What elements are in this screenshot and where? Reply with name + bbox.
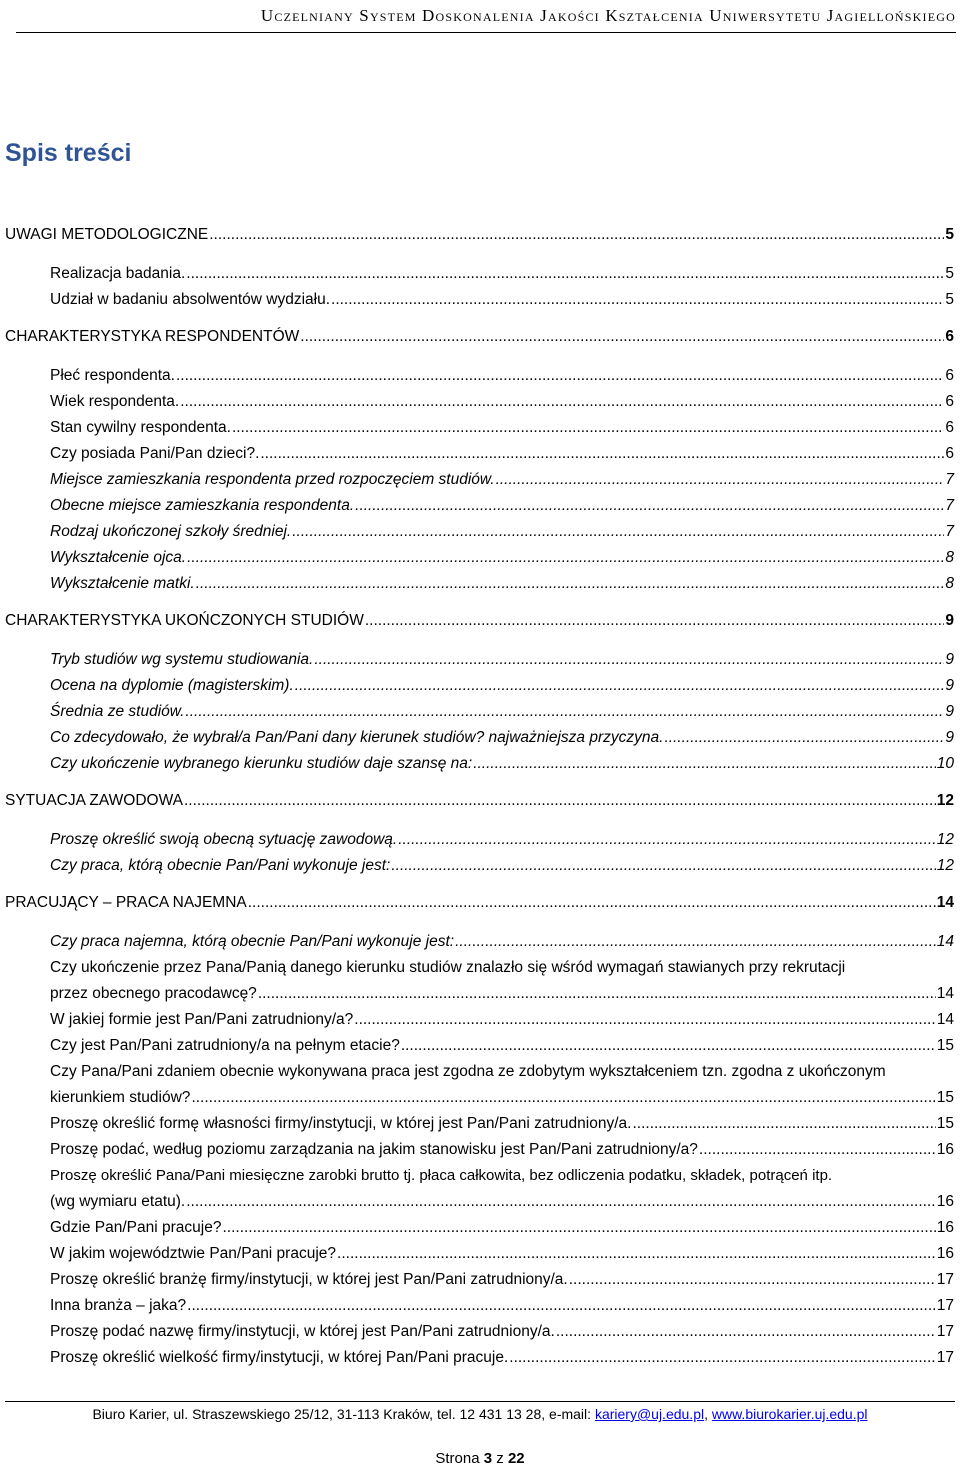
toc-entry[interactable]: [50, 521, 954, 543]
toc-entry-page: 8: [945, 549, 954, 566]
toc-entry-page: 9: [945, 703, 954, 720]
toc-entry[interactable]: [50, 675, 954, 697]
toc-entry[interactable]: [50, 1191, 954, 1213]
toc-leader: [184, 790, 936, 812]
toc-entry[interactable]: [50, 365, 954, 387]
toc-entry[interactable]: [5, 224, 954, 246]
toc-entry[interactable]: [5, 790, 954, 812]
toc-entry-label: Co zdecydowało, że wybrał/a Pan/Pani dany kierunek studiów? najważniejsza przyczyna.: [50, 729, 664, 746]
toc-entry-page: 14: [936, 933, 954, 950]
toc-entry-page: 6: [945, 367, 954, 384]
document-footer: [0, 1406, 960, 1422]
toc-entry-page: 5: [945, 226, 954, 243]
toc-entry[interactable]: [50, 1217, 954, 1239]
toc-entry-page: 16: [936, 1193, 954, 1210]
toc-entry-page: 15: [936, 1089, 954, 1106]
toc-entry[interactable]: [50, 417, 954, 439]
toc-entry-page: 15: [936, 1037, 954, 1054]
toc-leader: [337, 1243, 936, 1265]
toc-entry-page: 17: [936, 1323, 954, 1340]
toc-entry-label: Obecne miejsce zamieszkania respondenta.: [50, 497, 355, 514]
toc-leader: [314, 649, 944, 671]
toc-entry-label: Stan cywilny respondenta.: [50, 419, 231, 436]
toc-title: Spis treści: [5, 139, 132, 167]
toc-entry-label: Miejsce zamieszkania respondenta przed rozpoczęciem studiów.: [50, 471, 495, 488]
toc-entry-page: 5: [945, 291, 954, 308]
page-number: [0, 1450, 960, 1467]
toc-leader: [187, 547, 944, 569]
toc-leader: [355, 495, 944, 517]
toc-entry-label: Wykształcenie matki.: [50, 575, 195, 592]
toc-entry-label: przez obecnego pracodawcę?: [50, 985, 257, 1002]
toc-entry-page: 6: [945, 328, 954, 345]
toc-entry-label: Wykształcenie ojca.: [50, 549, 187, 566]
toc-leader: [455, 931, 936, 953]
toc-entry[interactable]: [50, 1113, 954, 1135]
toc-entry[interactable]: [50, 495, 954, 517]
toc-entry-label: Proszę określić wielkość firmy/instytucji, w której Pan/Pani pracuje.: [50, 1349, 509, 1366]
toc-entry-label: UWAGI METODOLOGICZNE: [5, 226, 209, 243]
toc-leader: [209, 224, 944, 246]
toc-leader: [354, 1009, 935, 1031]
toc-leader: [180, 391, 944, 413]
toc-leader: [260, 443, 944, 465]
toc-leader: [295, 675, 945, 697]
toc-entry[interactable]: [50, 1087, 954, 1109]
toc-entry[interactable]: [50, 1009, 954, 1031]
toc-entry[interactable]: [50, 701, 954, 723]
page-current: 3: [483, 1450, 493, 1467]
toc-entry-page: 16: [936, 1245, 954, 1262]
toc-entry-label: Rodzaj ukończonej szkoły średniej.: [50, 523, 292, 540]
toc-entry[interactable]: [50, 289, 954, 311]
toc-entry-label: CHARAKTERYSTYKA UKOŃCZONYCH STUDIÓW: [5, 612, 364, 629]
toc-entry-label: Proszę określić branżę firmy/instytucji, w której jest Pan/Pani zatrudniony/a.: [50, 1271, 568, 1288]
toc-entry-label: Realizacja badania.: [50, 265, 186, 282]
toc-entry-page: 6: [945, 445, 954, 462]
toc-entry-page: 17: [936, 1297, 954, 1314]
toc-entry-page: 12: [936, 831, 954, 848]
toc-entry[interactable]: [50, 391, 954, 413]
toc-entry-page: 9: [945, 729, 954, 746]
toc-entry-label: Średnia ze studiów.: [50, 703, 185, 720]
toc-leader: [186, 1191, 936, 1213]
toc-entry[interactable]: [5, 326, 954, 348]
toc-entry-label: (wg wymiaru etatu).: [50, 1193, 186, 1210]
toc-leader: [258, 983, 936, 1005]
toc-entry-page: 6: [945, 419, 954, 436]
toc-entry[interactable]: [50, 1269, 954, 1291]
toc-entry-label: PRACUJĄCY – PRACA NAJEMNA: [5, 894, 247, 911]
toc-entry[interactable]: [50, 753, 954, 775]
toc-entry-page: 14: [936, 985, 954, 1002]
toc-leader: [331, 289, 944, 311]
toc-leader: [292, 521, 944, 543]
toc-leader: [509, 1347, 935, 1369]
toc-leader: [556, 1321, 936, 1343]
toc-entry-label: Gdzie Pan/Pani pracuje?: [50, 1219, 222, 1236]
toc-leader: [248, 892, 936, 914]
toc-leader: [176, 365, 944, 387]
footer-email-link[interactable]: kariery@uj.edu.pl: [594, 1406, 705, 1422]
toc-leader: [496, 469, 945, 491]
toc-entry-page: 17: [936, 1271, 954, 1288]
footer-divider: [5, 1401, 955, 1402]
toc-entry-page: 17: [936, 1349, 954, 1366]
toc-entry-page: 9: [945, 651, 954, 668]
toc-entry[interactable]: [5, 610, 954, 632]
toc-leader: [222, 1217, 935, 1239]
toc-entry-page: 16: [936, 1141, 954, 1158]
toc-entry-label: Wiek respondenta.: [50, 393, 180, 410]
toc-entry[interactable]: [50, 855, 954, 877]
toc-entry-page: 14: [936, 894, 954, 911]
toc-entry[interactable]: [50, 263, 954, 285]
toc-entry[interactable]: [50, 1139, 954, 1161]
toc-entry[interactable]: [50, 829, 954, 851]
toc-entry-page: 7: [945, 523, 954, 540]
toc-entry-label: kierunkiem studiów?: [50, 1089, 191, 1106]
toc-leader: [632, 1113, 935, 1135]
toc-leader: [699, 1139, 936, 1161]
toc-entry-page: 14: [936, 1011, 954, 1028]
toc-leader: [185, 701, 944, 723]
toc-leader: [300, 326, 944, 348]
toc-entry-label: Tryb studiów wg systemu studiowania.: [50, 651, 314, 668]
toc-entry[interactable]: [50, 1321, 954, 1343]
toc-entry-page: 9: [945, 612, 954, 629]
toc-leader: [473, 753, 936, 775]
toc-entry[interactable]: [50, 649, 954, 671]
footer-separator: ,: [704, 1406, 708, 1422]
toc-leader: [664, 727, 944, 749]
toc-entry-page: 7: [945, 471, 954, 488]
toc-entry-label: W jakim województwie Pan/Pani pracuje?: [50, 1245, 337, 1262]
toc-entry-label: W jakiej formie jest Pan/Pani zatrudniony/a?: [50, 1011, 354, 1028]
toc-entry[interactable]: [50, 1243, 954, 1265]
page-total: 22: [507, 1450, 525, 1467]
toc-entry[interactable]: [50, 547, 954, 569]
footer-website-link[interactable]: www.biurokarier.uj.edu.pl: [711, 1406, 868, 1422]
toc-entry-page: 8: [945, 575, 954, 592]
toc-entry-label: Udział w badaniu absolwentów wydziału.: [50, 291, 331, 308]
toc-entry[interactable]: [50, 573, 954, 595]
toc-leader: [191, 1087, 935, 1109]
toc-entry-label: Czy jest Pan/Pani zatrudniony/a na pełnym etacie?: [50, 1037, 400, 1054]
toc-entry-page: 15: [936, 1115, 954, 1132]
toc-entry-label: Proszę określić formę własności firmy/instytucji, w której jest Pan/Pani zatrudniony/a.: [50, 1115, 632, 1132]
toc-entry-page: 5: [945, 265, 954, 282]
toc-entry-label-line1[interactable]: Proszę określić Pana/Pani miesięczne zarobki brutto tj. płaca całkowita, bez odliczenia podatku, składek, potrąceń itp.: [50, 1167, 833, 1184]
toc-entry-page: 10: [936, 755, 954, 772]
toc-leader: [365, 610, 945, 632]
footer-address: Biuro Karier, ul. Straszewskiego 25/12, 31-113 Kraków, tel. 12 431 13 28, e-mail:: [92, 1406, 592, 1422]
toc-entry[interactable]: [50, 443, 954, 465]
toc-leader: [196, 573, 945, 595]
toc-entry-page: 6: [945, 393, 954, 410]
page-of: z: [496, 1450, 504, 1467]
toc-entry[interactable]: [50, 931, 954, 953]
toc-entry[interactable]: [50, 1035, 954, 1057]
toc-entry[interactable]: [50, 1295, 954, 1317]
toc-entry-label: Czy praca najemna, którą obecnie Pan/Pani wykonuje jest:: [50, 933, 455, 950]
toc-entry-label: SYTUACJA ZAWODOWA: [5, 792, 183, 809]
toc-entry-label: Czy posiada Pani/Pan dzieci?.: [50, 445, 260, 462]
toc-entry[interactable]: [50, 727, 954, 749]
toc-entry-label: Proszę podać nazwę firmy/instytucji, w której jest Pan/Pani zatrudniony/a.: [50, 1323, 555, 1340]
toc-leader: [401, 1035, 936, 1057]
toc-entry[interactable]: [5, 892, 954, 914]
toc-leader: [186, 263, 944, 285]
toc-entry-page: 12: [936, 792, 954, 809]
toc-leader: [569, 1269, 936, 1291]
page-label: Strona: [435, 1450, 480, 1467]
toc-entry-label: Płeć respondenta.: [50, 367, 175, 384]
toc-leader: [391, 855, 935, 877]
toc-entry-label: Czy praca, którą obecnie Pan/Pani wykonuje jest:: [50, 857, 391, 874]
toc-entry-label: Ocena na dyplomie (magisterskim).: [50, 677, 294, 694]
toc-entry-page: 7: [945, 497, 954, 514]
toc-leader: [187, 1295, 936, 1317]
toc-entry-page: 12: [936, 857, 954, 874]
toc-entry-label-line1[interactable]: Czy ukończenie przez Pana/Panią danego kierunku studiów znalazło się wśród wymagań stawianych przy rekrutacji: [50, 959, 846, 976]
toc-entry-label-line1[interactable]: Czy Pana/Pani zdaniem obecnie wykonywana praca jest zgodna ze zdobytym wykształceniem tzn. zgodna z ukończonym: [50, 1063, 886, 1080]
toc-entry-page: 9: [945, 677, 954, 694]
toc-entry[interactable]: [50, 1347, 954, 1369]
toc-entry-page: 16: [936, 1219, 954, 1236]
toc-leader: [398, 829, 936, 851]
toc-entry-label: Czy ukończenie wybranego kierunku studiów daje szansę na:: [50, 755, 473, 772]
toc-entry-label: Proszę określić swoją obecną sytuację zawodową.: [50, 831, 398, 848]
toc-entry[interactable]: [50, 469, 954, 491]
toc-entry-label: Proszę podać, według poziomu zarządzania na jakim stanowisku jest Pan/Pani zatrudniony/a?: [50, 1141, 698, 1158]
toc-entry-label: CHARAKTERYSTYKA RESPONDENTÓW: [5, 328, 300, 345]
toc-entry-label: Inna branża – jaka?: [50, 1297, 187, 1314]
document-header: Uczelniany System Doskonalenia Jakości Kształcenia Uniwersytetu Jagiellońskiego: [16, 6, 956, 33]
toc-leader: [232, 417, 944, 439]
toc-entry[interactable]: [50, 983, 954, 1005]
